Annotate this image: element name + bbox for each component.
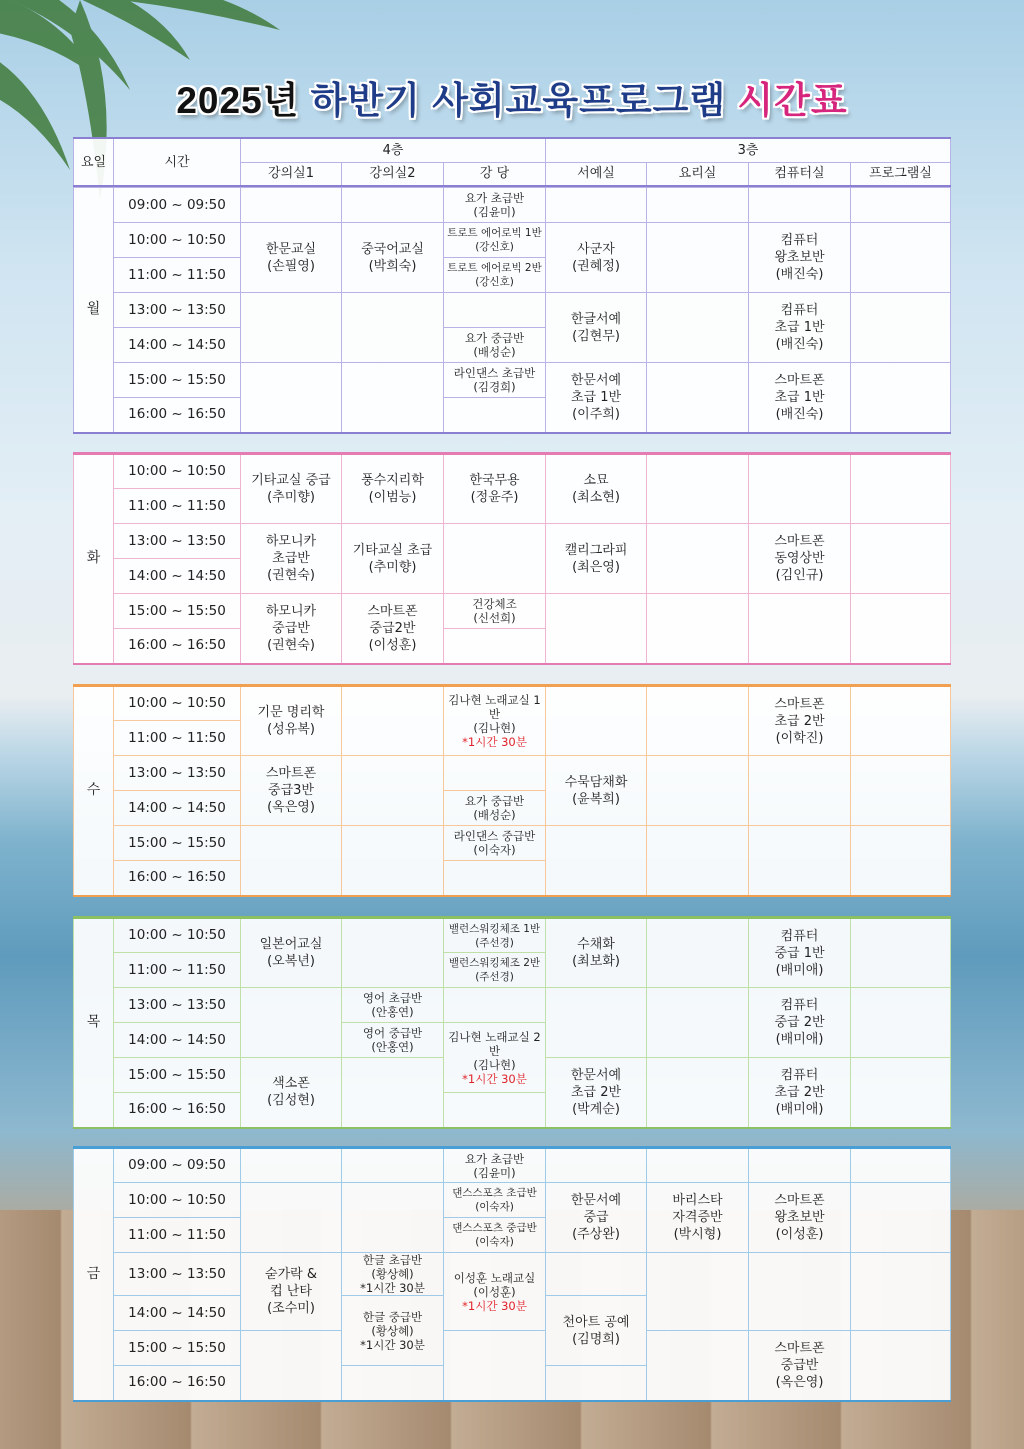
time-slot: 13:00 ~ 13:50 [114, 988, 241, 1023]
time-slot: 16:00 ~ 16:50 [114, 629, 241, 664]
time-slot: 09:00 ~ 09:50 [114, 1148, 241, 1183]
class-cell: 한문서예 초급 2반 (박계순) [546, 1058, 647, 1128]
time-slot: 16:00 ~ 16:50 [114, 1093, 241, 1128]
class-cell: 사군자 (권혜정) [546, 223, 647, 293]
class-cell: 스마트폰 중급반 (옥은영) [749, 1331, 851, 1401]
time-slot: 14:00 ~ 14:50 [114, 1023, 241, 1058]
class-cell: 일본어교실 (오복년) [241, 918, 342, 988]
class-cell: 컴퓨터 중급 1반 (배미애) [749, 918, 851, 988]
page-title [0, 70, 1024, 124]
class-cell: 기문 명리학 (성유복) [241, 686, 342, 756]
header-floor3: 3층 [546, 138, 951, 162]
class-cell: 스마트폰 왕초보반 (이성훈) [749, 1183, 851, 1253]
monday-table [73, 137, 951, 187]
class-cell: 스마트폰 동영상반 (김인규) [749, 524, 851, 594]
time-slot: 13:00 ~ 13:50 [114, 1253, 241, 1296]
time-slot: 15:00 ~ 15:50 [114, 594, 241, 629]
class-cell: 이성훈 노래교실 (이성훈) *1시간 30분 [444, 1253, 546, 1331]
time-slot: 11:00 ~ 11:50 [114, 1218, 241, 1253]
class-cell: 컴퓨터 중급 2반 (배미애) [749, 988, 851, 1058]
time-slot: 15:00 ~ 15:50 [114, 1331, 241, 1366]
class-cell: 중국어교실 (박희숙) [342, 223, 444, 293]
time-slot: 16:00 ~ 16:50 [114, 1366, 241, 1401]
time-slot: 13:00 ~ 13:50 [114, 756, 241, 791]
class-cell: 컴퓨터 왕초보반 (배진숙) [749, 223, 851, 293]
monday-schedule [73, 187, 951, 434]
day-label-wed: 수 [74, 686, 114, 896]
class-cell: 천아트 공예 (김명희) [546, 1296, 647, 1366]
time-slot: 11:00 ~ 11:50 [114, 258, 241, 293]
day-label-fri: 금 [74, 1148, 114, 1401]
friday-schedule [73, 1146, 951, 1402]
class-cell: 색소폰 (김성현) [241, 1058, 342, 1128]
day-label-mon: 월 [74, 188, 114, 433]
tuesday-section [73, 452, 950, 665]
wednesday-section [73, 684, 950, 897]
class-cell: 영어 초급반 (안홍연) [342, 988, 444, 1023]
header-room: 서예실 [546, 162, 647, 186]
day-label-tue: 화 [74, 454, 114, 664]
time-slot: 10:00 ~ 10:50 [114, 918, 241, 953]
time-slot: 14:00 ~ 14:50 [114, 559, 241, 594]
class-cell: 밸런스워킹체조 1반 (주선경) [444, 918, 546, 953]
class-cell: 댄스스포츠 중급반 (이숙자) [444, 1218, 546, 1253]
class-cell: 라인댄스 중급반 (이숙자) [444, 826, 546, 861]
header-time: 시간 [114, 138, 241, 186]
class-cell: 컴퓨터 초급 2반 (배미애) [749, 1058, 851, 1128]
time-slot: 10:00 ~ 10:50 [114, 454, 241, 489]
time-slot: 14:00 ~ 14:50 [114, 1296, 241, 1331]
class-cell: 트로트 에어로빅 2반 (강신호) [444, 258, 546, 293]
class-cell: 기타교실 초급 (추미향) [342, 524, 444, 594]
title-main: 하반기 사회교육프로그램 [310, 80, 727, 121]
time-slot: 15:00 ~ 15:50 [114, 826, 241, 861]
tuesday-schedule [73, 452, 951, 665]
class-cell: 밸런스워킹체조 2반 (주선경) [444, 953, 546, 988]
time-slot: 09:00 ~ 09:50 [114, 188, 241, 223]
class-cell: 수묵담채화 (윤복희) [546, 756, 647, 826]
class-cell: 숟가락 & 컵 난타 (조수미) [241, 1253, 342, 1331]
day-label-thu: 목 [74, 918, 114, 1128]
class-cell: 댄스스포츠 초급반 (이숙자) [444, 1183, 546, 1218]
time-slot: 15:00 ~ 15:50 [114, 363, 241, 398]
class-cell: 한국무용 (정윤주) [444, 454, 546, 524]
time-slot: 11:00 ~ 11:50 [114, 489, 241, 524]
class-cell: 한문서예 중급 (주상완) [546, 1183, 647, 1253]
class-cell: 스마트폰 초급 2반 (이학진) [749, 686, 851, 756]
class-cell: 컴퓨터 초급 1반 (배진숙) [749, 293, 851, 363]
title-year: 2025년 [176, 80, 300, 121]
friday-section [73, 1146, 950, 1402]
class-cell: 한문서예 초급 1반 (이주희) [546, 363, 647, 433]
thursday-schedule [73, 916, 951, 1129]
class-cell: 영어 중급반 (안홍연) [342, 1023, 444, 1058]
class-cell: 건강체조 (신선희) [444, 594, 546, 629]
time-slot: 10:00 ~ 10:50 [114, 1183, 241, 1218]
class-cell: 한문교실 (손필영) [241, 223, 342, 293]
header-room: 강 당 [444, 162, 546, 186]
class-cell: 스마트폰 중급3반 (옥은영) [241, 756, 342, 826]
header-room: 강의실1 [241, 162, 342, 186]
header-room: 요리실 [647, 162, 749, 186]
class-cell: 한글서예 (김현무) [546, 293, 647, 363]
class-cell: 요가 초급반 (김윤미) [444, 188, 546, 223]
class-cell: 트로트 에어로빅 1반 (강신호) [444, 223, 546, 258]
header-room: 컴퓨터실 [749, 162, 851, 186]
time-slot: 13:00 ~ 13:50 [114, 293, 241, 328]
class-cell: 김나현 노래교실 1반 (김나현) *1시간 30분 [444, 686, 546, 756]
header-room: 프로그램실 [851, 162, 951, 186]
time-slot: 14:00 ~ 14:50 [114, 791, 241, 826]
monday-section [73, 137, 950, 187]
class-cell: 한글 초급반 (황상혜) *1시간 30분 [342, 1253, 444, 1296]
class-cell: 요가 초급반 (김윤미) [444, 1148, 546, 1183]
time-slot: 16:00 ~ 16:50 [114, 861, 241, 896]
class-cell: 수채화 (최보화) [546, 918, 647, 988]
class-cell: 풍수지리학 (이범능) [342, 454, 444, 524]
time-slot: 14:00 ~ 14:50 [114, 328, 241, 363]
class-cell: 라인댄스 초급반 (김경희) [444, 363, 546, 398]
monday-body [73, 187, 950, 434]
class-cell: 한글 중급반 (황상혜) *1시간 30분 [342, 1296, 444, 1366]
class-cell: 기타교실 중급 (추미향) [241, 454, 342, 524]
class-cell: 바리스타 자격증반 (박시형) [647, 1183, 749, 1253]
time-slot: 10:00 ~ 10:50 [114, 223, 241, 258]
class-cell: 김나현 노래교실 2반 (김나현) *1시간 30분 [444, 1023, 546, 1093]
time-slot: 10:00 ~ 10:50 [114, 686, 241, 721]
time-slot: 11:00 ~ 11:50 [114, 721, 241, 756]
class-cell: 캘리그라피 (최은영) [546, 524, 647, 594]
time-slot: 16:00 ~ 16:50 [114, 398, 241, 433]
thursday-section [73, 916, 950, 1129]
header-room: 강의실2 [342, 162, 444, 186]
header-day: 요일 [74, 138, 114, 186]
time-slot: 15:00 ~ 15:50 [114, 1058, 241, 1093]
class-cell: 하모니카 중급반 (권현숙) [241, 594, 342, 664]
time-slot: 11:00 ~ 11:50 [114, 953, 241, 988]
class-cell: 하모니카 초급반 (권현숙) [241, 524, 342, 594]
time-slot: 13:00 ~ 13:50 [114, 524, 241, 559]
class-cell: 요가 중급반 (배성순) [444, 791, 546, 826]
class-cell: 스마트폰 중급2반 (이성훈) [342, 594, 444, 664]
class-cell: 요가 중급반 (배성순) [444, 328, 546, 363]
title-timetable: 시간표 [737, 80, 848, 121]
header-floor4: 4층 [241, 138, 546, 162]
class-cell: 소묘 (최소현) [546, 454, 647, 524]
class-cell: 스마트폰 초급 1반 (배진숙) [749, 363, 851, 433]
wednesday-schedule [73, 684, 951, 897]
